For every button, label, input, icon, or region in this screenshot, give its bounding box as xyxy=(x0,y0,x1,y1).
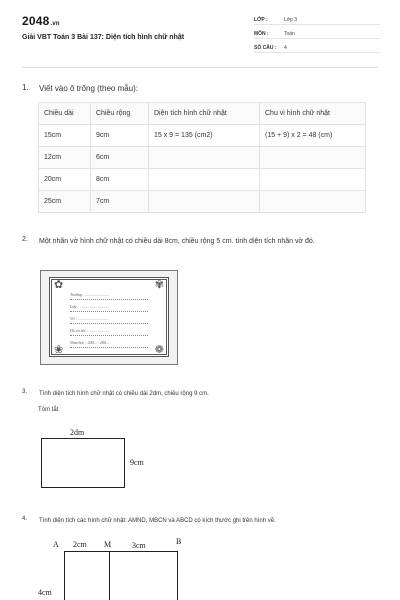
segment-mb-label: 3cm xyxy=(132,541,146,550)
meta-key: MÔN : xyxy=(254,31,269,37)
flower-icon: ✿ xyxy=(54,279,64,291)
exercise-number: 4. xyxy=(22,516,28,522)
table-cell: 6cm xyxy=(91,147,149,169)
segment-am-label: 2cm xyxy=(73,540,87,549)
table-row xyxy=(39,147,366,169)
segment-ad-label: 4cm xyxy=(38,588,52,597)
flower-icon: ❀ xyxy=(54,344,64,356)
table-cell: 15cm xyxy=(39,125,91,147)
width-label: 2dm xyxy=(70,428,85,437)
table-cell xyxy=(149,147,260,169)
table-cell: 15 x 9 = 135 (cm2) xyxy=(149,125,260,147)
notebook-label-image xyxy=(40,270,178,365)
exercise-number: 2. xyxy=(22,236,28,243)
label-line: Năm học : 200... - 200... xyxy=(70,340,148,348)
meta-question-count xyxy=(254,42,380,53)
exercise-prompt: Tính diện tích các hình chữ nhật: AMND, MBCN và ABCD có kích thước ghi trên hình vẽ. xyxy=(39,518,276,524)
meta-value: Toán xyxy=(284,31,295,37)
table-header-row xyxy=(39,103,366,125)
logo-tld: .vn xyxy=(50,21,60,27)
header-divider xyxy=(22,67,378,68)
page-title: Giải VBT Toán 3 Bài 137: Diện tích hình chữ nhật xyxy=(22,34,185,41)
page-header xyxy=(0,0,400,56)
point-b-label: B xyxy=(176,537,182,546)
meta-value: 4 xyxy=(284,45,287,51)
table-cell: 20cm xyxy=(39,169,91,191)
point-a-label: A xyxy=(53,540,59,549)
table-cell xyxy=(149,169,260,191)
table-cell: 7cm xyxy=(91,191,149,213)
column-header: Chu vi hình chữ nhật xyxy=(260,103,366,125)
segment-mn xyxy=(109,551,110,600)
meta-grade xyxy=(254,14,380,25)
summary-label: Tóm tắt xyxy=(38,407,59,413)
table-row xyxy=(39,125,366,147)
table-cell xyxy=(260,147,366,169)
table-cell: 8cm xyxy=(91,169,149,191)
logo-main: 2048 xyxy=(22,14,50,28)
exercise-1-table xyxy=(38,102,366,213)
label-line: Lớp : ............................ xyxy=(70,304,148,312)
table-cell xyxy=(260,191,366,213)
exercise-prompt: Viết vào ô trống (theo mẫu): xyxy=(39,84,139,93)
rectangle-figure xyxy=(41,438,125,488)
meta-subject xyxy=(254,28,380,39)
label-line: Vở : .............................. xyxy=(70,316,148,324)
column-header: Chiều rộng xyxy=(91,103,149,125)
label-line: Trường : ........................ xyxy=(70,292,148,300)
column-header: Chiều dài xyxy=(39,103,91,125)
table-row xyxy=(39,169,366,191)
exercise-prompt: Tính diện tích hình chữ nhật có chiều dài 2dm, chiều rộng 9 cm. xyxy=(39,391,209,397)
table-cell: 12cm xyxy=(39,147,91,169)
label-frame xyxy=(49,277,169,357)
label-line: Họ và tên : ..................... xyxy=(70,328,148,336)
site-logo[interactable] xyxy=(22,14,60,28)
table-row xyxy=(39,191,366,213)
exercise-number: 3. xyxy=(22,389,28,395)
column-header: Diện tích hình chữ nhật xyxy=(149,103,260,125)
meta-key: SỐ CÂU : xyxy=(254,45,277,51)
table-cell: (15 + 9) x 2 = 48 (cm) xyxy=(260,125,366,147)
height-label: 9cm xyxy=(130,458,144,467)
table-cell xyxy=(149,191,260,213)
exercise-prompt: Một nhãn vở hình chữ nhật có chiều dài 8cm, chiều rộng 5 cm. tính diện tích nhãn vở đó. xyxy=(39,238,315,245)
point-m-label: M xyxy=(104,540,112,549)
flower-icon: ❁ xyxy=(154,344,164,356)
meta-value: Lớp 3 xyxy=(284,17,298,23)
table-cell: 9cm xyxy=(91,125,149,147)
meta-key: LỚP : xyxy=(254,17,268,23)
table-cell: 25cm xyxy=(39,191,91,213)
table-cell xyxy=(260,169,366,191)
rectangle-abcd-figure xyxy=(64,551,178,600)
cat-icon: ✾ xyxy=(154,279,164,291)
exercise-number: 1. xyxy=(22,83,29,92)
